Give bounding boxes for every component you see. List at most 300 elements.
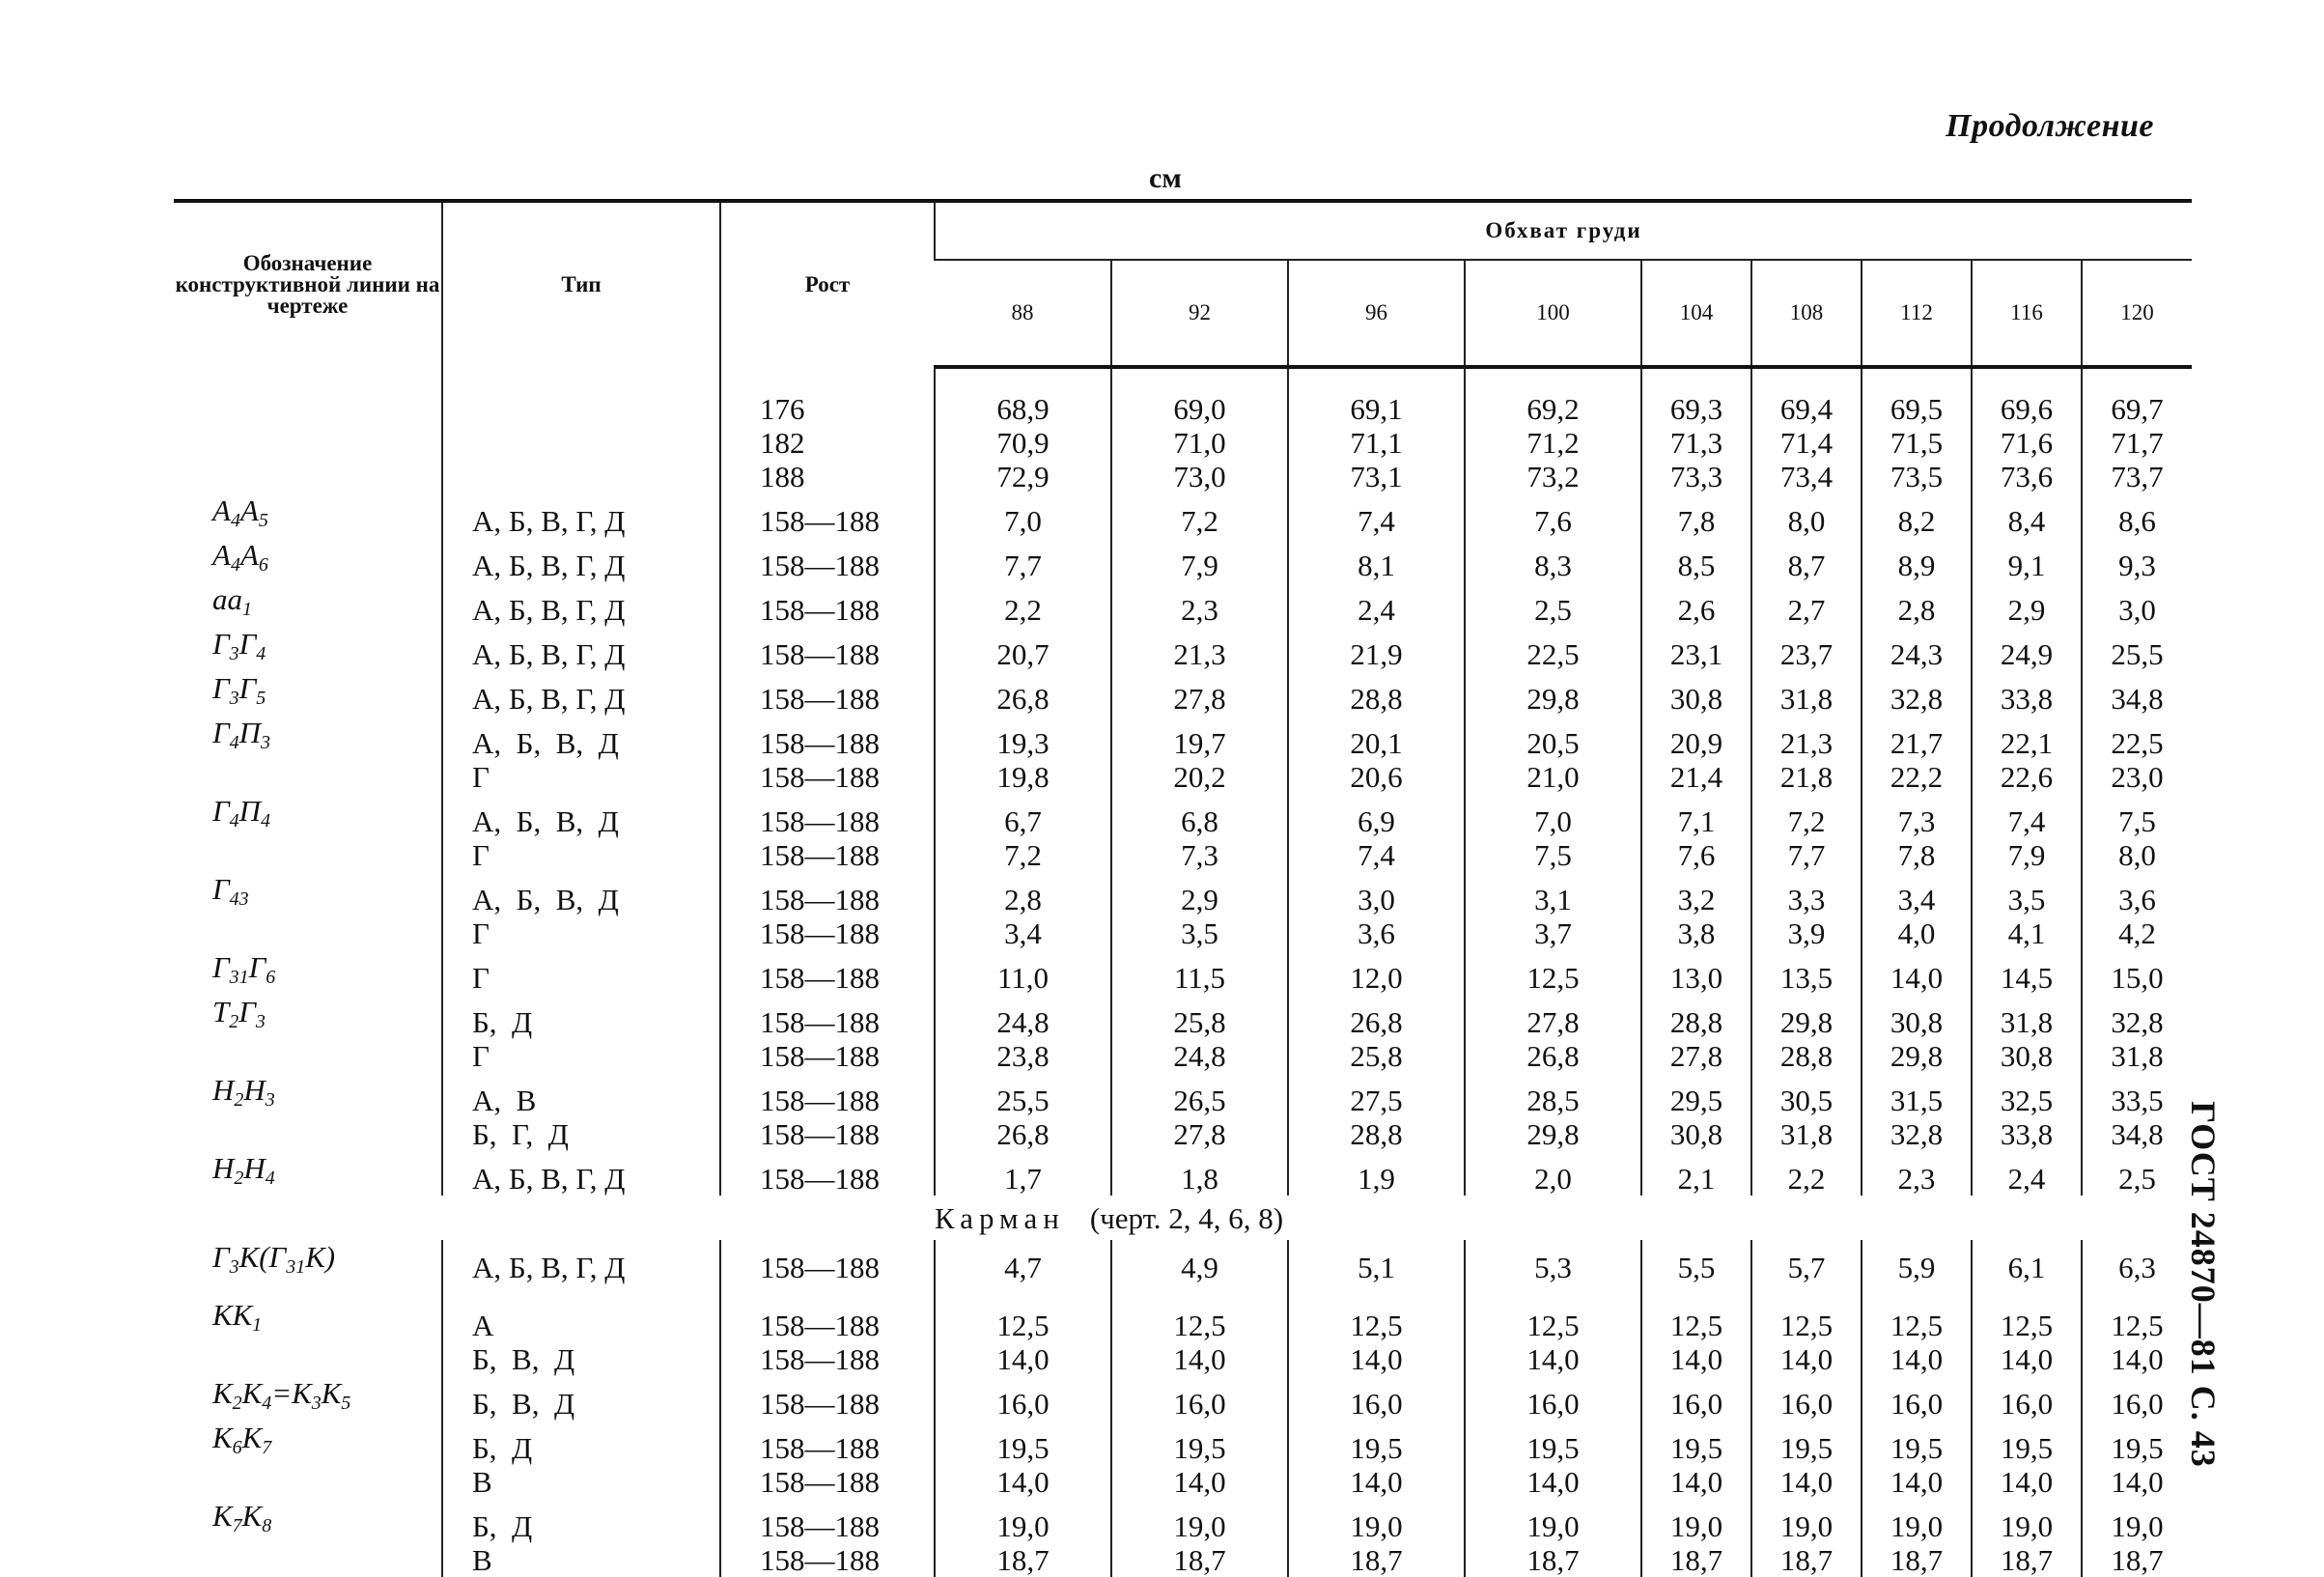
value-cell: 3,2 <box>1641 872 1751 916</box>
value-cell: 28,5 <box>1465 1073 1641 1117</box>
value-cell: 16,0 <box>935 1376 1111 1421</box>
value-cell: 19,5 <box>1641 1421 1751 1465</box>
value-cell: 21,3 <box>1751 716 1862 760</box>
designation-cell <box>174 1465 442 1499</box>
height-cell: 158—188 <box>720 1039 935 1073</box>
spacer-cell <box>442 1284 720 1298</box>
value-cell: 73,0 <box>1111 460 1288 493</box>
value-cell: 26,5 <box>1111 1073 1288 1117</box>
value-cell: 4,2 <box>2082 916 2192 950</box>
value-cell: 12,5 <box>1972 1298 2082 1342</box>
table-row <box>174 760 2192 794</box>
type-cell: Г <box>442 760 720 794</box>
header-chest-108: 108 <box>1751 260 1862 367</box>
value-cell: 19,0 <box>1751 1499 1862 1543</box>
value-cell: 1,9 <box>1288 1151 1465 1196</box>
value-cell: 3,4 <box>935 916 1111 950</box>
designation-cell <box>174 1039 442 1073</box>
height-cell: 158—188 <box>720 493 935 538</box>
table-row <box>174 392 2192 426</box>
value-cell: 18,7 <box>935 1543 1111 1577</box>
value-cell: 18,7 <box>1111 1543 1288 1577</box>
value-cell: 19,0 <box>935 1499 1111 1543</box>
spacer-cell <box>442 367 720 392</box>
value-cell: 2,1 <box>1641 1151 1751 1196</box>
value-cell: 30,8 <box>1641 671 1751 716</box>
value-cell: 7,9 <box>1972 838 2082 872</box>
type-cell: А <box>442 1298 720 1342</box>
type-cell: А, Б, В, Д <box>442 794 720 838</box>
value-cell: 32,8 <box>2082 995 2192 1039</box>
value-cell: 21,8 <box>1751 760 1862 794</box>
value-cell: 73,3 <box>1641 460 1751 493</box>
value-cell: 22,6 <box>1972 760 2082 794</box>
value-cell: 19,7 <box>1111 716 1288 760</box>
value-cell: 12,0 <box>1288 950 1465 995</box>
value-cell: 3,5 <box>1972 872 2082 916</box>
value-cell: 14,0 <box>1288 1342 1465 1376</box>
type-cell: В <box>442 1465 720 1499</box>
spacer-cell <box>1972 367 2082 392</box>
spacer-cell <box>2082 1284 2192 1298</box>
value-cell: 6,1 <box>1972 1240 2082 1284</box>
spacer-row <box>174 367 2192 392</box>
value-cell: 20,6 <box>1288 760 1465 794</box>
spacer-cell <box>1641 1284 1751 1298</box>
value-cell: 6,7 <box>935 794 1111 838</box>
designation-cell: $К_2К_4=К_3К_5$ <box>212 1376 351 1414</box>
value-cell: 6,9 <box>1288 794 1465 838</box>
value-cell: 3,7 <box>1465 916 1641 950</box>
value-cell: 8,4 <box>1972 493 2082 538</box>
table-row <box>174 916 2192 950</box>
spacer-cell <box>2082 367 2192 392</box>
value-cell: 2,2 <box>1751 1151 1862 1196</box>
spacer-cell <box>1862 367 1972 392</box>
header-designation: Обозначение конструктивной линии на чертеже <box>174 201 442 367</box>
value-cell: 12,5 <box>1288 1298 1465 1342</box>
header-chest-88: 88 <box>935 260 1111 367</box>
header-chest-92: 92 <box>1111 260 1288 367</box>
value-cell: 26,8 <box>935 671 1111 716</box>
value-cell: 14,0 <box>935 1465 1111 1499</box>
value-cell: 9,1 <box>1972 538 2082 582</box>
value-cell: 16,0 <box>1972 1376 2082 1421</box>
value-cell: 14,0 <box>1972 1465 2082 1499</box>
value-cell: 5,7 <box>1751 1240 1862 1284</box>
value-cell: 16,0 <box>1862 1376 1972 1421</box>
height-cell: 158—188 <box>720 671 935 716</box>
value-cell: 29,8 <box>1862 1039 1972 1073</box>
value-cell: 32,5 <box>1972 1073 2082 1117</box>
table-row <box>174 794 2192 838</box>
value-cell: 14,0 <box>1862 1465 1972 1499</box>
value-cell: 8,2 <box>1862 493 1972 538</box>
type-cell: А, Б, В, Г, Д <box>442 627 720 671</box>
value-cell: 14,0 <box>2082 1342 2192 1376</box>
value-cell: 7,6 <box>1465 493 1641 538</box>
value-cell: 3,5 <box>1111 916 1288 950</box>
spacer-cell <box>174 1284 442 1298</box>
table-row <box>174 1117 2192 1151</box>
value-cell: 2,4 <box>1972 1151 2082 1196</box>
value-cell: 71,1 <box>1288 426 1465 460</box>
spacer-cell <box>1288 1284 1465 1298</box>
value-cell: 68,9 <box>935 392 1111 426</box>
spacer-cell <box>1288 367 1465 392</box>
value-cell: 71,0 <box>1111 426 1288 460</box>
value-cell: 31,8 <box>2082 1039 2192 1073</box>
value-cell: 24,8 <box>1111 1039 1288 1073</box>
value-cell: 18,7 <box>1465 1543 1641 1577</box>
type-cell: Г <box>442 1039 720 1073</box>
value-cell: 69,6 <box>1972 392 2082 426</box>
value-cell: 7,4 <box>1972 794 2082 838</box>
value-cell: 7,4 <box>1288 838 1465 872</box>
value-cell: 32,8 <box>1862 671 1972 716</box>
value-cell: 2,5 <box>1465 582 1641 627</box>
designation-cell: $К_6К_7$ <box>212 1421 272 1458</box>
value-cell: 70,9 <box>935 426 1111 460</box>
value-cell: 12,5 <box>935 1298 1111 1342</box>
designation-cell <box>174 426 442 460</box>
designation-cell <box>174 1117 442 1151</box>
value-cell: 4,7 <box>935 1240 1111 1284</box>
height-cell: 158—188 <box>720 1376 935 1421</box>
height-cell: 158—188 <box>720 716 935 760</box>
value-cell: 29,8 <box>1465 671 1641 716</box>
value-cell: 29,8 <box>1465 1117 1641 1151</box>
designation-cell: $Г_{31}Г_6$ <box>212 950 276 988</box>
value-cell: 14,0 <box>935 1342 1111 1376</box>
value-cell: 20,9 <box>1641 716 1751 760</box>
value-cell: 21,0 <box>1465 760 1641 794</box>
designation-cell: $К_7К_8$ <box>212 1499 272 1536</box>
value-cell: 7,6 <box>1641 838 1751 872</box>
height-cell: 158—188 <box>720 1499 935 1543</box>
value-cell: 7,2 <box>1751 794 1862 838</box>
value-cell: 3,9 <box>1751 916 1862 950</box>
designation-cell: $Г_4П_3$ <box>212 716 271 753</box>
value-cell: 69,3 <box>1641 392 1751 426</box>
value-cell: 18,7 <box>2082 1543 2192 1577</box>
value-cell: 20,7 <box>935 627 1111 671</box>
value-cell: 2,8 <box>935 872 1111 916</box>
section-header-pocket <box>174 1196 2192 1240</box>
value-cell: 21,9 <box>1288 627 1465 671</box>
value-cell: 12,5 <box>1111 1298 1288 1342</box>
value-cell: 7,3 <box>1862 794 1972 838</box>
header-chest-112: 112 <box>1862 260 1972 367</box>
value-cell: 8,6 <box>2082 493 2192 538</box>
value-cell: 3,6 <box>1288 916 1465 950</box>
value-cell: 6,3 <box>2082 1240 2192 1284</box>
spacer-cell <box>1465 1284 1641 1298</box>
value-cell: 7,2 <box>935 838 1111 872</box>
value-cell: 31,8 <box>1972 995 2082 1039</box>
value-cell: 12,5 <box>1751 1298 1862 1342</box>
value-cell: 27,8 <box>1111 671 1288 716</box>
height-cell: 158—188 <box>720 1117 935 1151</box>
table-row <box>174 538 2192 582</box>
height-cell: 158—188 <box>720 1342 935 1376</box>
value-cell: 18,7 <box>1862 1543 1972 1577</box>
height-cell: 158—188 <box>720 838 935 872</box>
value-cell: 7,7 <box>935 538 1111 582</box>
type-cell: Г <box>442 916 720 950</box>
value-cell: 7,0 <box>1465 794 1641 838</box>
value-cell: 34,8 <box>2082 671 2192 716</box>
value-cell: 18,7 <box>1288 1543 1465 1577</box>
header-chest-100: 100 <box>1465 260 1641 367</box>
type-cell: А, Б, В, Г, Д <box>442 671 720 716</box>
value-cell: 29,5 <box>1641 1073 1751 1117</box>
value-cell: 18,7 <box>1641 1543 1751 1577</box>
value-cell: 31,8 <box>1751 671 1862 716</box>
type-cell: А, Б, В, Г, Д <box>442 493 720 538</box>
value-cell: 28,8 <box>1288 671 1465 716</box>
value-cell: 27,8 <box>1465 995 1641 1039</box>
value-cell: 19,5 <box>1465 1421 1641 1465</box>
value-cell: 7,1 <box>1641 794 1751 838</box>
table-row <box>174 1073 2192 1117</box>
type-cell: Г <box>442 838 720 872</box>
value-cell: 14,0 <box>2082 1465 2192 1499</box>
value-cell: 73,1 <box>1288 460 1465 493</box>
value-cell: 3,4 <box>1862 872 1972 916</box>
value-cell: 20,2 <box>1111 760 1288 794</box>
value-cell: 7,2 <box>1111 493 1288 538</box>
value-cell: 3,0 <box>2082 582 2192 627</box>
value-cell: 14,0 <box>1862 950 1972 995</box>
value-cell: 14,0 <box>1465 1342 1641 1376</box>
value-cell: 7,0 <box>935 493 1111 538</box>
value-cell: 2,2 <box>935 582 1111 627</box>
designation-cell: $Г_{43}$ <box>212 872 249 910</box>
value-cell: 7,9 <box>1111 538 1288 582</box>
header-chest-group: Обхват груди <box>935 201 2192 260</box>
value-cell: 7,5 <box>2082 794 2192 838</box>
value-cell: 1,7 <box>935 1151 1111 1196</box>
measurements-table <box>174 199 2192 1577</box>
value-cell: 4,1 <box>1972 916 2082 950</box>
table-row <box>174 716 2192 760</box>
value-cell: 8,9 <box>1862 538 1972 582</box>
height-cell: 158—188 <box>720 916 935 950</box>
table-row <box>174 1240 2192 1284</box>
value-cell: 7,3 <box>1111 838 1288 872</box>
value-cell: 26,8 <box>935 1117 1111 1151</box>
spacer-cell <box>720 1284 935 1298</box>
value-cell: 71,5 <box>1862 426 1972 460</box>
type-cell: В <box>442 1543 720 1577</box>
value-cell: 19,5 <box>1972 1421 2082 1465</box>
value-cell: 5,3 <box>1465 1240 1641 1284</box>
header-type: Тип <box>442 201 720 367</box>
value-cell: 73,6 <box>1972 460 2082 493</box>
value-cell: 11,0 <box>935 950 1111 995</box>
table-row <box>174 838 2192 872</box>
value-cell: 33,5 <box>2082 1073 2192 1117</box>
height-cell: 158—188 <box>720 1240 935 1284</box>
type-cell: Б, Д <box>442 1499 720 1543</box>
value-cell: 23,7 <box>1751 627 1862 671</box>
value-cell: 16,0 <box>1288 1376 1465 1421</box>
table-row <box>174 1499 2192 1543</box>
designation-cell: $Г_3Г_4$ <box>212 627 266 664</box>
value-cell: 71,7 <box>2082 426 2192 460</box>
header-chest-96: 96 <box>1288 260 1465 367</box>
value-cell: 7,8 <box>1862 838 1972 872</box>
height-cell: 158—188 <box>720 1421 935 1465</box>
value-cell: 7,8 <box>1641 493 1751 538</box>
spacer-cell <box>935 1284 1111 1298</box>
designation-cell <box>174 1342 442 1376</box>
value-cell: 8,7 <box>1751 538 1862 582</box>
value-cell: 69,1 <box>1288 392 1465 426</box>
height-cell: 158—188 <box>720 760 935 794</box>
unit-label: см <box>1149 162 1182 194</box>
value-cell: 23,1 <box>1641 627 1751 671</box>
designation-cell <box>174 460 442 493</box>
designation-cell <box>174 392 442 426</box>
type-cell: А, Б, В, Г, Д <box>442 1240 720 1284</box>
spacer-cell <box>1111 367 1288 392</box>
value-cell: 14,0 <box>1111 1342 1288 1376</box>
designation-cell <box>174 760 442 794</box>
value-cell: 71,2 <box>1465 426 1641 460</box>
value-cell: 13,0 <box>1641 950 1751 995</box>
spacer-cell <box>1862 1284 1972 1298</box>
type-cell: А, Б, В, Д <box>442 872 720 916</box>
value-cell: 8,0 <box>2082 838 2192 872</box>
value-cell: 22,2 <box>1862 760 1972 794</box>
spacer-cell <box>720 367 935 392</box>
value-cell: 2,0 <box>1465 1151 1641 1196</box>
value-cell: 3,8 <box>1641 916 1751 950</box>
value-cell: 23,0 <box>2082 760 2192 794</box>
spacer-cell <box>1641 367 1751 392</box>
value-cell: 2,7 <box>1751 582 1862 627</box>
table-row <box>174 1151 2192 1196</box>
height-cell: 158—188 <box>720 1465 935 1499</box>
value-cell: 72,9 <box>935 460 1111 493</box>
value-cell: 19,0 <box>2082 1499 2192 1543</box>
type-cell: А, Б, В, Д <box>442 716 720 760</box>
continuation-label: Продолжение <box>1946 108 2154 144</box>
value-cell: 20,5 <box>1465 716 1641 760</box>
table-row <box>174 1421 2192 1465</box>
value-cell: 71,3 <box>1641 426 1751 460</box>
table-row <box>174 995 2192 1039</box>
table-row <box>174 872 2192 916</box>
value-cell: 28,8 <box>1641 995 1751 1039</box>
height-cell: 158—188 <box>720 1151 935 1196</box>
value-cell: 12,5 <box>1465 1298 1641 1342</box>
value-cell: 16,0 <box>1751 1376 1862 1421</box>
value-cell: 14,0 <box>1972 1342 2082 1376</box>
value-cell: 9,3 <box>2082 538 2192 582</box>
value-cell: 30,8 <box>1862 995 1972 1039</box>
table-row <box>174 426 2192 460</box>
value-cell: 73,5 <box>1862 460 1972 493</box>
value-cell: 28,8 <box>1751 1039 1862 1073</box>
value-cell: 25,5 <box>2082 627 2192 671</box>
value-cell: 69,7 <box>2082 392 2192 426</box>
spacer-cell <box>1111 1284 1288 1298</box>
value-cell: 8,5 <box>1641 538 1751 582</box>
height-cell: 158—188 <box>720 538 935 582</box>
height-cell: 188 <box>720 460 935 493</box>
value-cell: 7,4 <box>1288 493 1465 538</box>
value-cell: 5,1 <box>1288 1240 1465 1284</box>
value-cell: 27,8 <box>1641 1039 1751 1073</box>
section-title <box>935 1196 2192 1240</box>
value-cell: 3,6 <box>2082 872 2192 916</box>
value-cell: 69,2 <box>1465 392 1641 426</box>
table-row <box>174 460 2192 493</box>
value-cell: 28,8 <box>1288 1117 1465 1151</box>
value-cell: 21,7 <box>1862 716 1972 760</box>
height-cell: 158—188 <box>720 1073 935 1117</box>
value-cell: 32,8 <box>1862 1117 1972 1151</box>
value-cell: 2,9 <box>1972 582 2082 627</box>
value-cell: 73,4 <box>1751 460 1862 493</box>
value-cell: 14,0 <box>1465 1465 1641 1499</box>
header-chest-120: 120 <box>2082 260 2192 367</box>
section-title-text: Карман <box>935 1200 1065 1235</box>
value-cell: 25,5 <box>935 1073 1111 1117</box>
value-cell: 14,0 <box>1288 1465 1465 1499</box>
value-cell: 34,8 <box>2082 1117 2192 1151</box>
value-cell: 19,5 <box>935 1421 1111 1465</box>
height-cell: 158—188 <box>720 794 935 838</box>
value-cell: 7,5 <box>1465 838 1641 872</box>
value-cell: 2,6 <box>1641 582 1751 627</box>
value-cell: 25,8 <box>1111 995 1288 1039</box>
value-cell: 23,8 <box>935 1039 1111 1073</box>
value-cell: 8,3 <box>1465 538 1641 582</box>
value-cell: 2,5 <box>2082 1151 2192 1196</box>
type-cell: А, В <box>442 1073 720 1117</box>
value-cell: 24,8 <box>935 995 1111 1039</box>
spacer-cell <box>1751 1284 1862 1298</box>
value-cell: 26,8 <box>1288 995 1465 1039</box>
spacer-cell <box>1972 1284 2082 1298</box>
value-cell: 20,1 <box>1288 716 1465 760</box>
table-row <box>174 1376 2192 1421</box>
table-row <box>174 950 2192 995</box>
value-cell: 2,3 <box>1862 1151 1972 1196</box>
spacer-cell <box>1465 367 1641 392</box>
value-cell: 25,8 <box>1288 1039 1465 1073</box>
value-cell: 14,0 <box>1641 1465 1751 1499</box>
value-cell: 19,8 <box>935 760 1111 794</box>
value-cell: 11,5 <box>1111 950 1288 995</box>
table-row <box>174 627 2192 671</box>
value-cell: 2,3 <box>1111 582 1288 627</box>
value-cell: 5,9 <box>1862 1240 1972 1284</box>
designation-cell: $Г_4П_4$ <box>212 794 271 831</box>
height-cell: 158—188 <box>720 872 935 916</box>
value-cell: 19,0 <box>1288 1499 1465 1543</box>
spacer-cell <box>1751 367 1862 392</box>
table-row <box>174 1465 2192 1499</box>
value-cell: 1,8 <box>1111 1151 1288 1196</box>
value-cell: 73,2 <box>1465 460 1641 493</box>
designation-cell <box>174 916 442 950</box>
designation-cell <box>174 1543 442 1577</box>
